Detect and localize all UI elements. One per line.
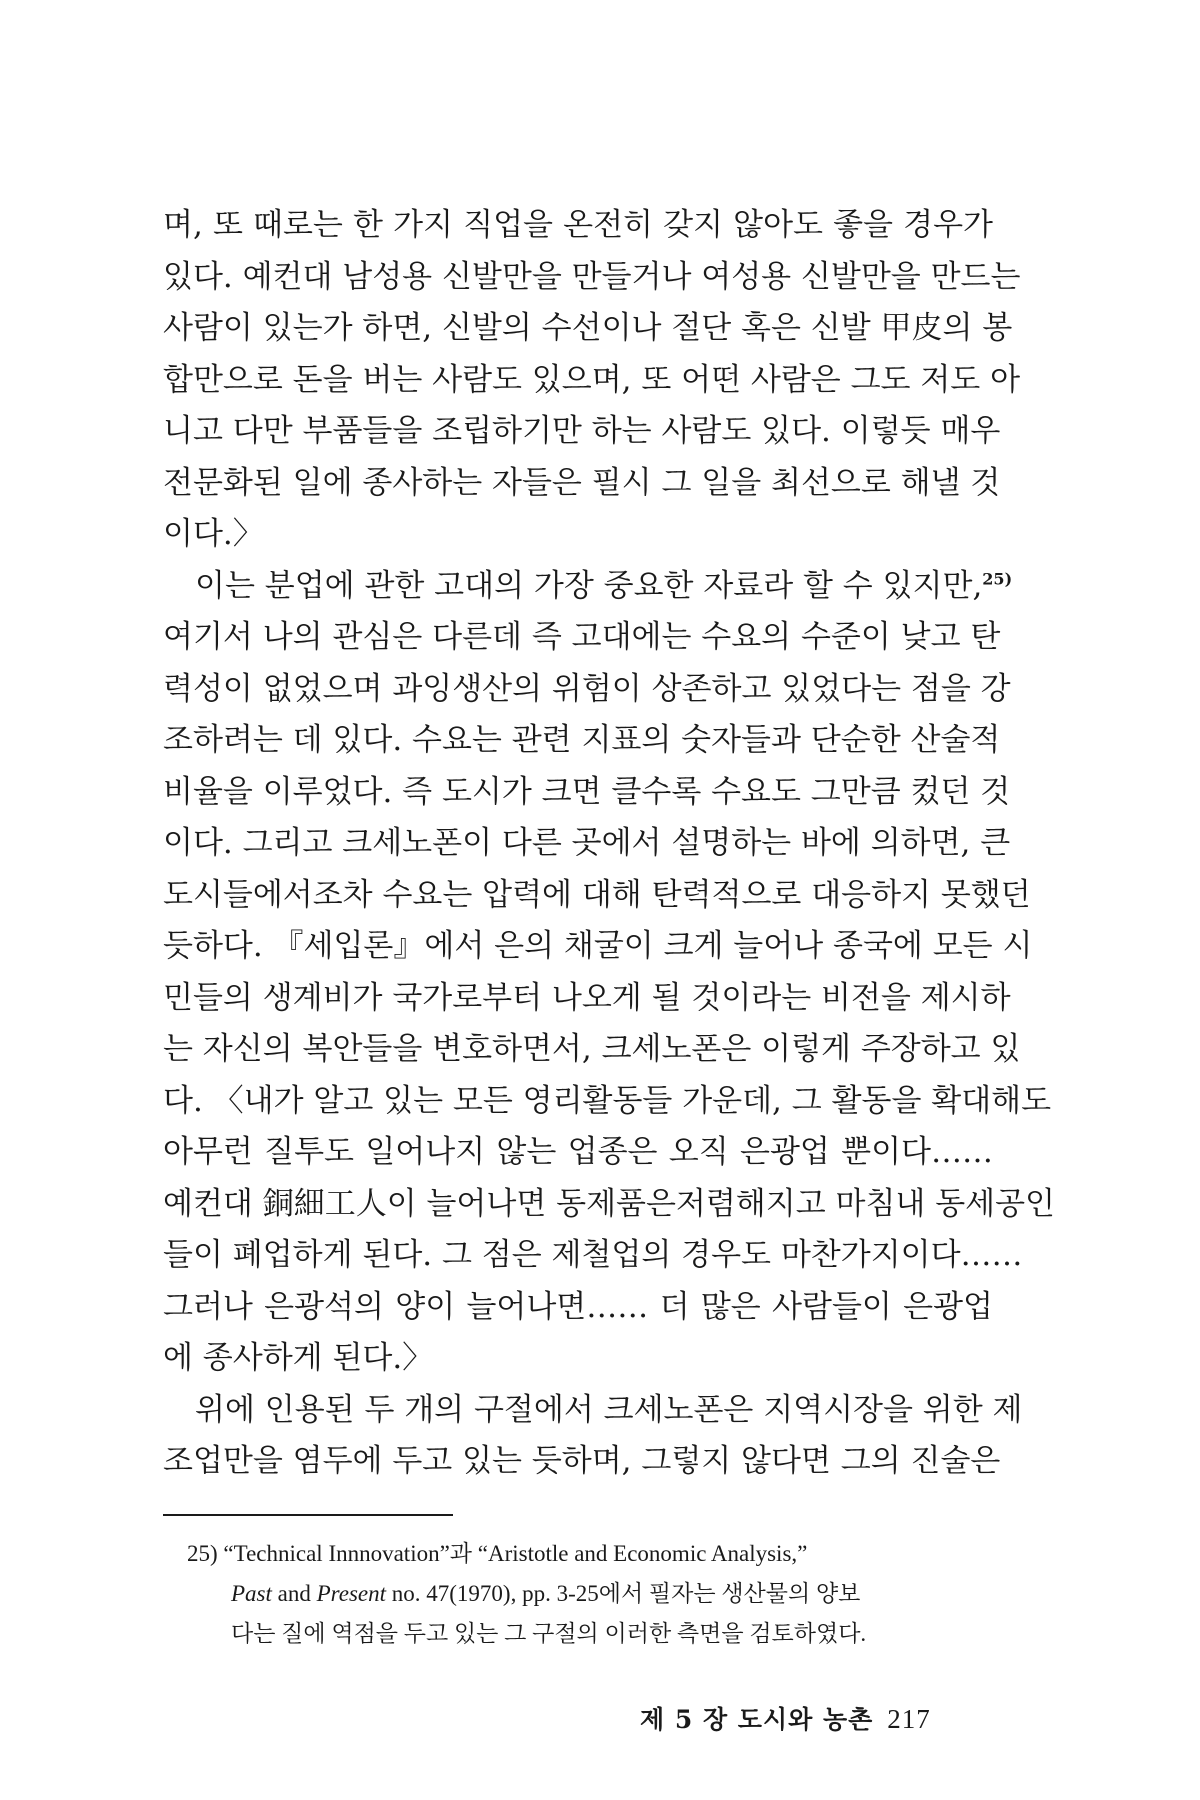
footnote-line <box>163 1534 993 1574</box>
text-line-content: 이는 분업에 관한 고대의 가장 중요한 자료라 할 수 있지만, <box>195 567 983 604</box>
text-line: 도시들에서조차 수요는 압력에 대해 탄력적으로 대응하지 못했던 <box>163 876 1031 913</box>
text-line <box>163 561 1013 613</box>
footnote-text: no. 47(1970), pp. 3-25에서 필자는 생산물의 양보 <box>391 1580 861 1606</box>
running-footer <box>640 1700 1020 1736</box>
text-line: 민들의 생계비가 국가로부터 나오게 될 것이라는 비전을 제시하 <box>163 979 1011 1016</box>
journal-title-part: Past <box>231 1580 272 1606</box>
journal-title-part: Present <box>316 1580 387 1606</box>
text-line: 그러나 은광석의 양이 늘어나면…… 더 많은 사람들이 은광업 <box>163 1288 993 1325</box>
footnote-line: 다는 질에 역점을 두고 있는 그 구절의 이러한 측면을 검토하였다. <box>231 1620 867 1646</box>
footnote-text: “Technical Innnovation”과 “Aristotle and Economic Analysis,” <box>223 1540 808 1566</box>
text-line: 예컨대 銅細工人이 늘어나면 동제품은저렴해지고 마침내 동세공인 <box>163 1185 1055 1222</box>
page-number: 217 <box>887 1704 931 1734</box>
text-line: 합만으로 돈을 버는 사람도 있으며, 또 어떤 사람은 그도 저도 아 <box>163 361 1021 398</box>
text-line: 듯하다. 『세입론』에서 은의 채굴이 크게 늘어나 종국에 모든 시 <box>163 928 1033 964</box>
text-line: 이다.〉 <box>163 516 264 552</box>
text-line: 는 자신의 복안들을 변호하면서, 크세노폰은 이렇게 주장하고 있 <box>163 1031 1021 1067</box>
text-line: 니고 다만 부품들을 조립하기만 하는 사람도 있다. 이렇듯 매우 <box>163 413 1001 449</box>
text-line: 여기서 나의 관심은 다른데 즉 고대에는 수요의 수준이 낮고 탄 <box>163 619 1001 655</box>
text-line: 전문화된 일에 종사하는 자들은 필시 그 일을 최선으로 해낼 것 <box>163 464 1001 501</box>
text-line: 비율을 이루었다. 즉 도시가 크면 클수록 수요도 그만큼 컸던 것 <box>163 773 1011 810</box>
page-content <box>163 200 1055 1654</box>
text-line: 들이 폐업하게 된다. 그 점은 제철업의 경우도 마찬가지이다…… <box>163 1237 1023 1273</box>
text-line: 있다. 예컨대 남성용 신발만을 만들거나 여성용 신발만을 만드는 <box>163 258 1021 295</box>
paragraph-3 <box>163 1385 1023 1488</box>
text-line: 이다. 그리고 크세노폰이 다른 곳에서 설명하는 바에 의하면, 큰 <box>163 825 1011 861</box>
text-line: 사람이 있는가 하면, 신발의 수선이나 절단 혹은 신발 甲皮의 봉 <box>163 310 1013 346</box>
footnote <box>163 1534 993 1654</box>
text-line: 아무런 질투도 일어나지 않는 업종은 오직 은광업 뿐이다…… <box>163 1134 993 1170</box>
text-line: 다. 〈내가 알고 있는 모든 영리활동들 가운데, 그 활동을 확대해도 <box>163 1082 1052 1119</box>
text-line: 위에 인용된 두 개의 구절에서 크세노폰은 지역시장을 위한 제 <box>195 1391 1023 1428</box>
footnote-text: and <box>277 1580 311 1606</box>
paragraph-2 <box>163 561 1055 1385</box>
text-line: 며, 또 때로는 한 가지 직업을 온전히 갖지 않아도 좋을 경우가 <box>163 207 993 243</box>
footnote-reference: 25) <box>982 569 1013 589</box>
text-line: 조업만을 염두에 두고 있는 듯하며, 그렇지 않다면 그의 진술은 <box>163 1443 1001 1479</box>
paragraph-1 <box>163 200 1021 561</box>
text-line: 에 종사하게 된다.〉 <box>163 1340 434 1376</box>
chapter-title: 제 5 장 도시와 농촌 <box>640 1705 874 1734</box>
text-line: 력성이 없었으며 과잉생산의 위험이 상존하고 있었다는 점을 강 <box>163 670 1011 707</box>
footnote-divider <box>163 1514 453 1516</box>
text-line: 조하려는 데 있다. 수요는 관련 지표의 숫자들과 단순한 산술적 <box>163 722 1001 758</box>
footnote-line <box>163 1574 993 1614</box>
footnote-number: 25) <box>187 1540 218 1566</box>
